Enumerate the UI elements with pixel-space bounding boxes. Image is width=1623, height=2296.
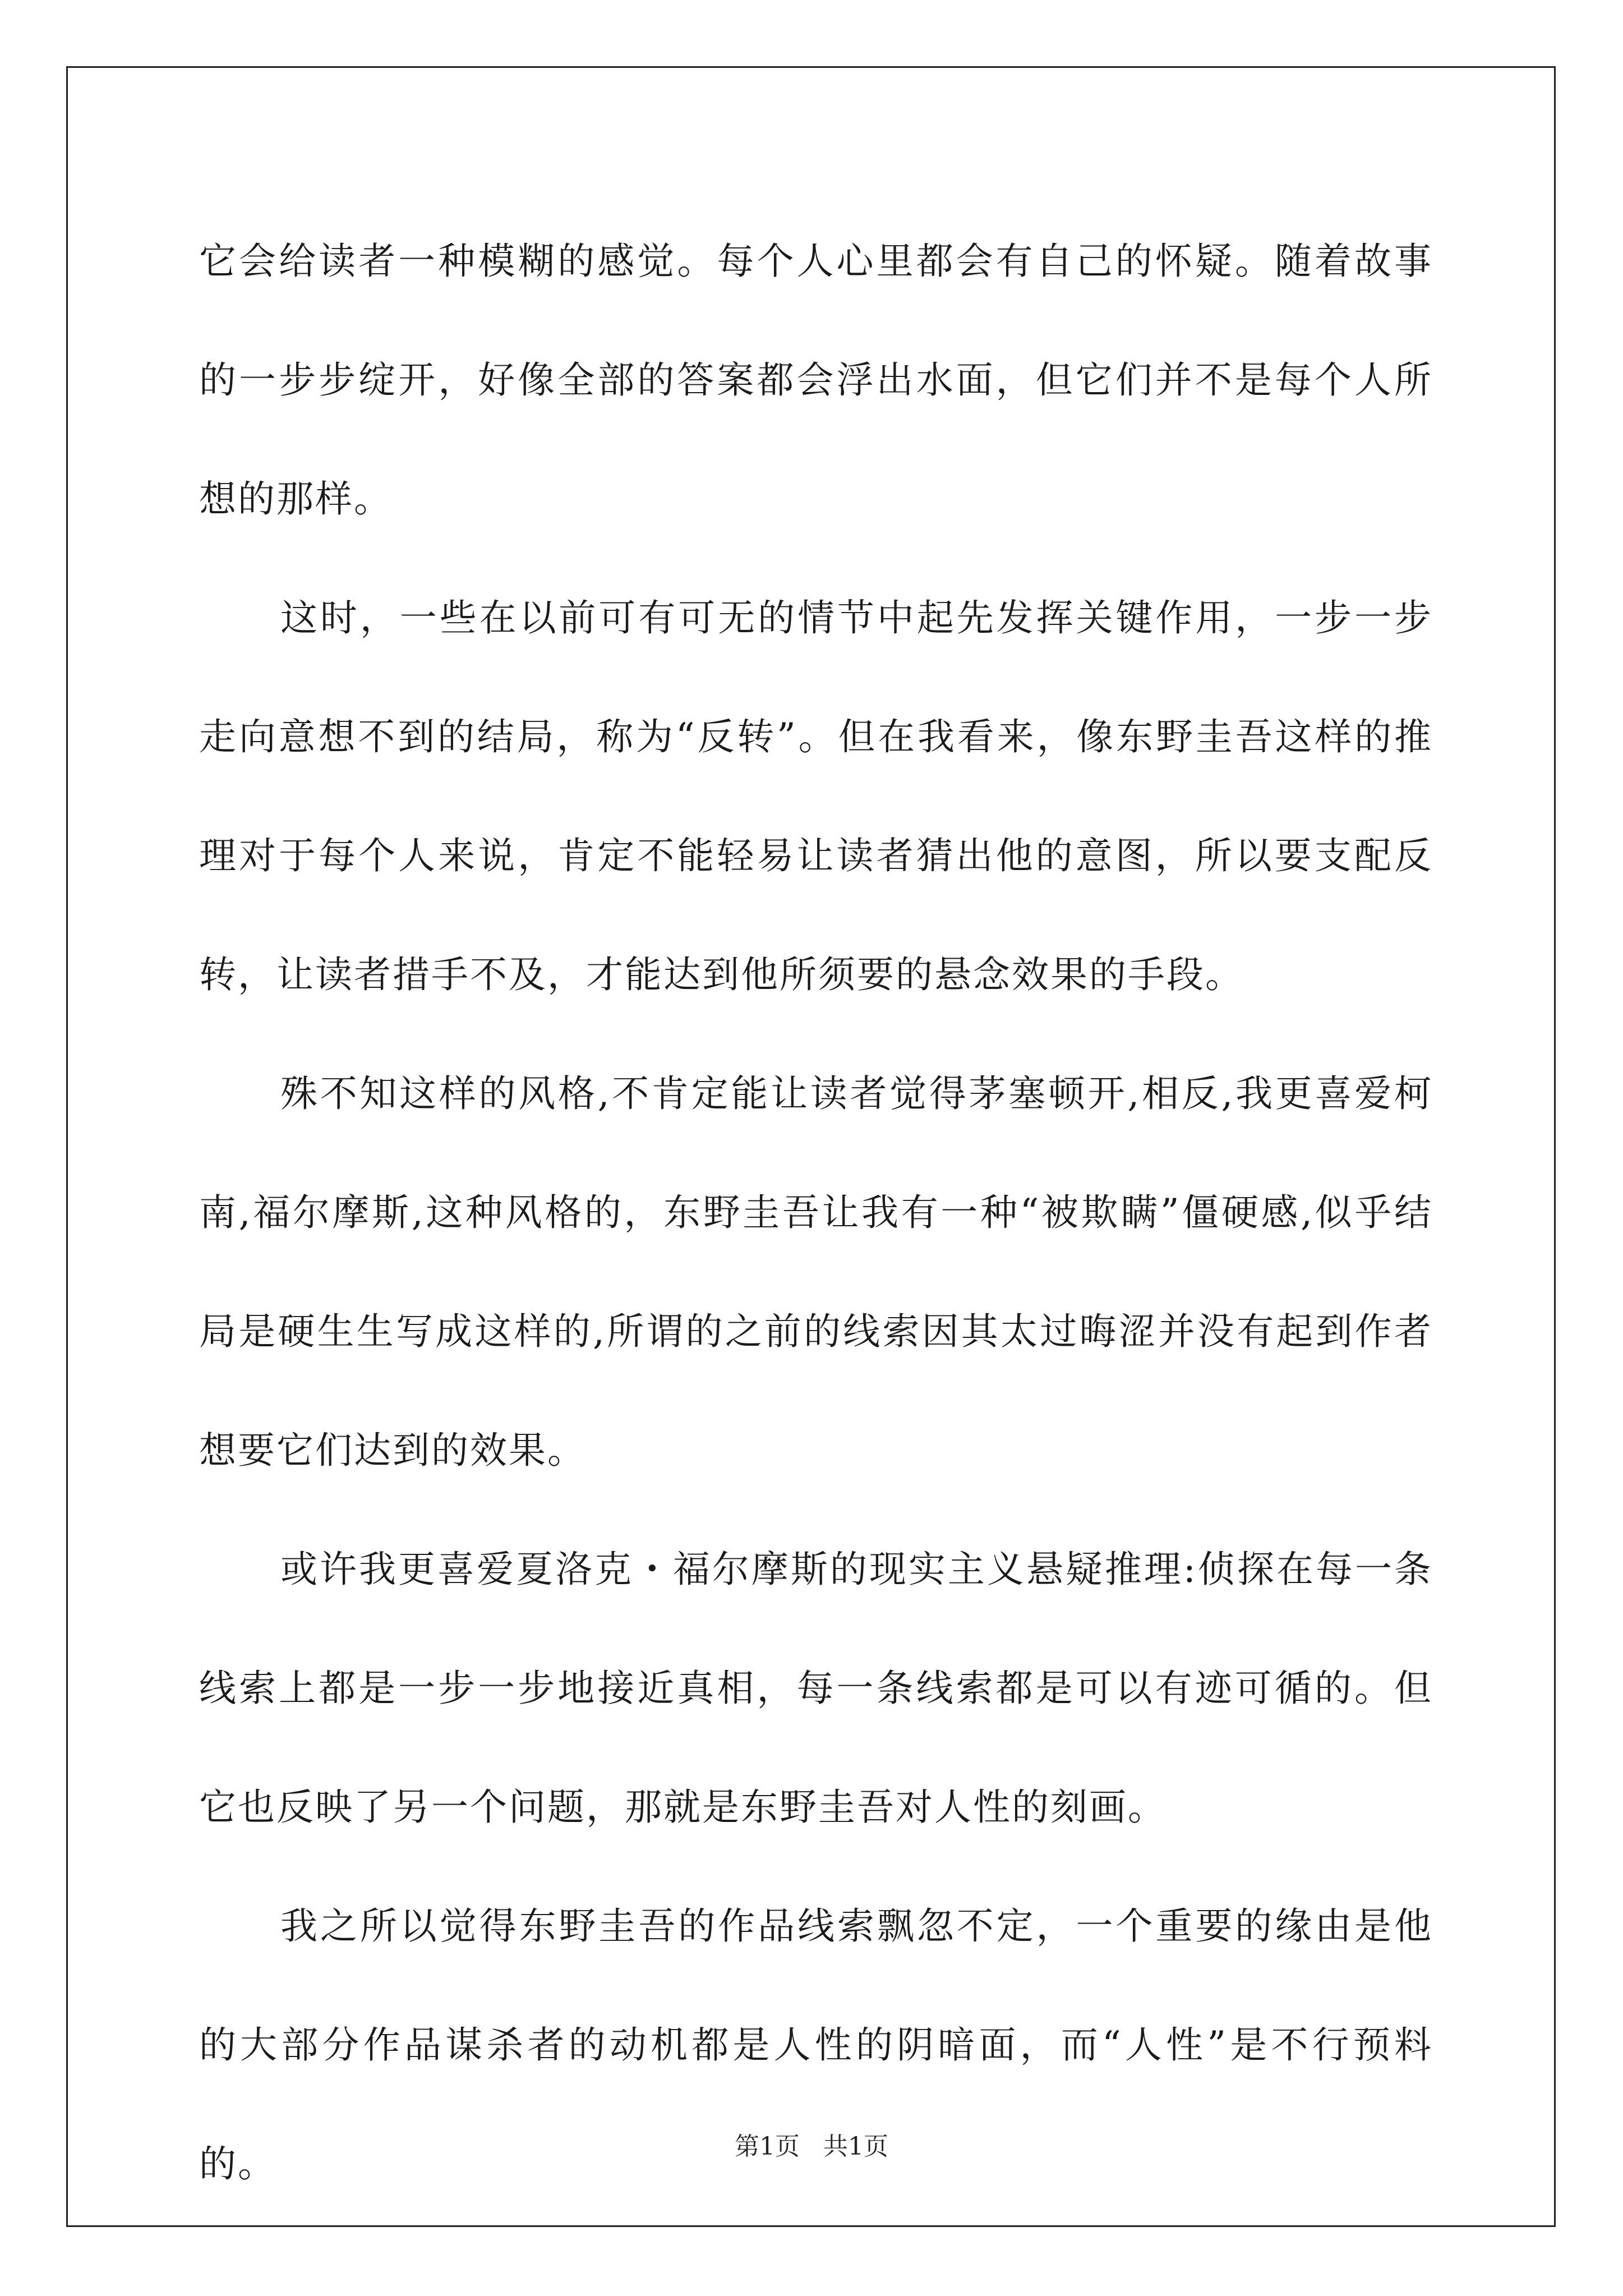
- document-body: [199, 202, 1433, 2224]
- page-footer: [0, 2126, 1623, 2162]
- paragraph-1: 它会给读者一种模糊的感觉。每个人心里都会有自己的怀疑。随着故事的一步步绽开，好像全部的答案都会浮出水面，但它们并不是每个人所想的那样。: [199, 240, 1433, 521]
- page-total: 共1页: [823, 2132, 888, 2161]
- paragraph-2: 这时，一些在以前可有可无的情节中起先发挥关键作用，一步一步走向意想不到的结局，称为“反转”。但在我看来，像东野圭吾这样的推理对于每个人来说，肯定不能轻易让读者猜出他的意图，所以要支配反转，让读者措手不及，才能达到他所须要的悬念效果的手段。: [199, 596, 1433, 996]
- paragraph-3: 殊不知这样的风格,不肯定能让读者觉得茅塞顿开,相反,我更喜爱柯南,福尔摩斯,这种风格的，东野圭吾让我有一种“被欺瞒”僵硬感,似乎结局是硬生生写成这样的,所谓的之前的线索因其太过晦涩并没有起到作者想要它们达到的效果。: [199, 1072, 1433, 1472]
- paragraph-4: 或许我更喜爱夏洛克・福尔摩斯的现实主义悬疑推理:侦探在每一条线索上都是一步一步地接近真相，每一条线索都是可以有迹可循的。但它也反映了另一个问题，那就是东野圭吾对人性的刻画。: [199, 1548, 1433, 1829]
- paragraph-5: 我之所以觉得东野圭吾的作品线索飘忽不定，一个重要的缘由是他的大部分作品谋杀者的动机都是人性的阴暗面，而“人性”是不行预料的。: [199, 1904, 1433, 2185]
- page-number: 第1页: [735, 2132, 800, 2161]
